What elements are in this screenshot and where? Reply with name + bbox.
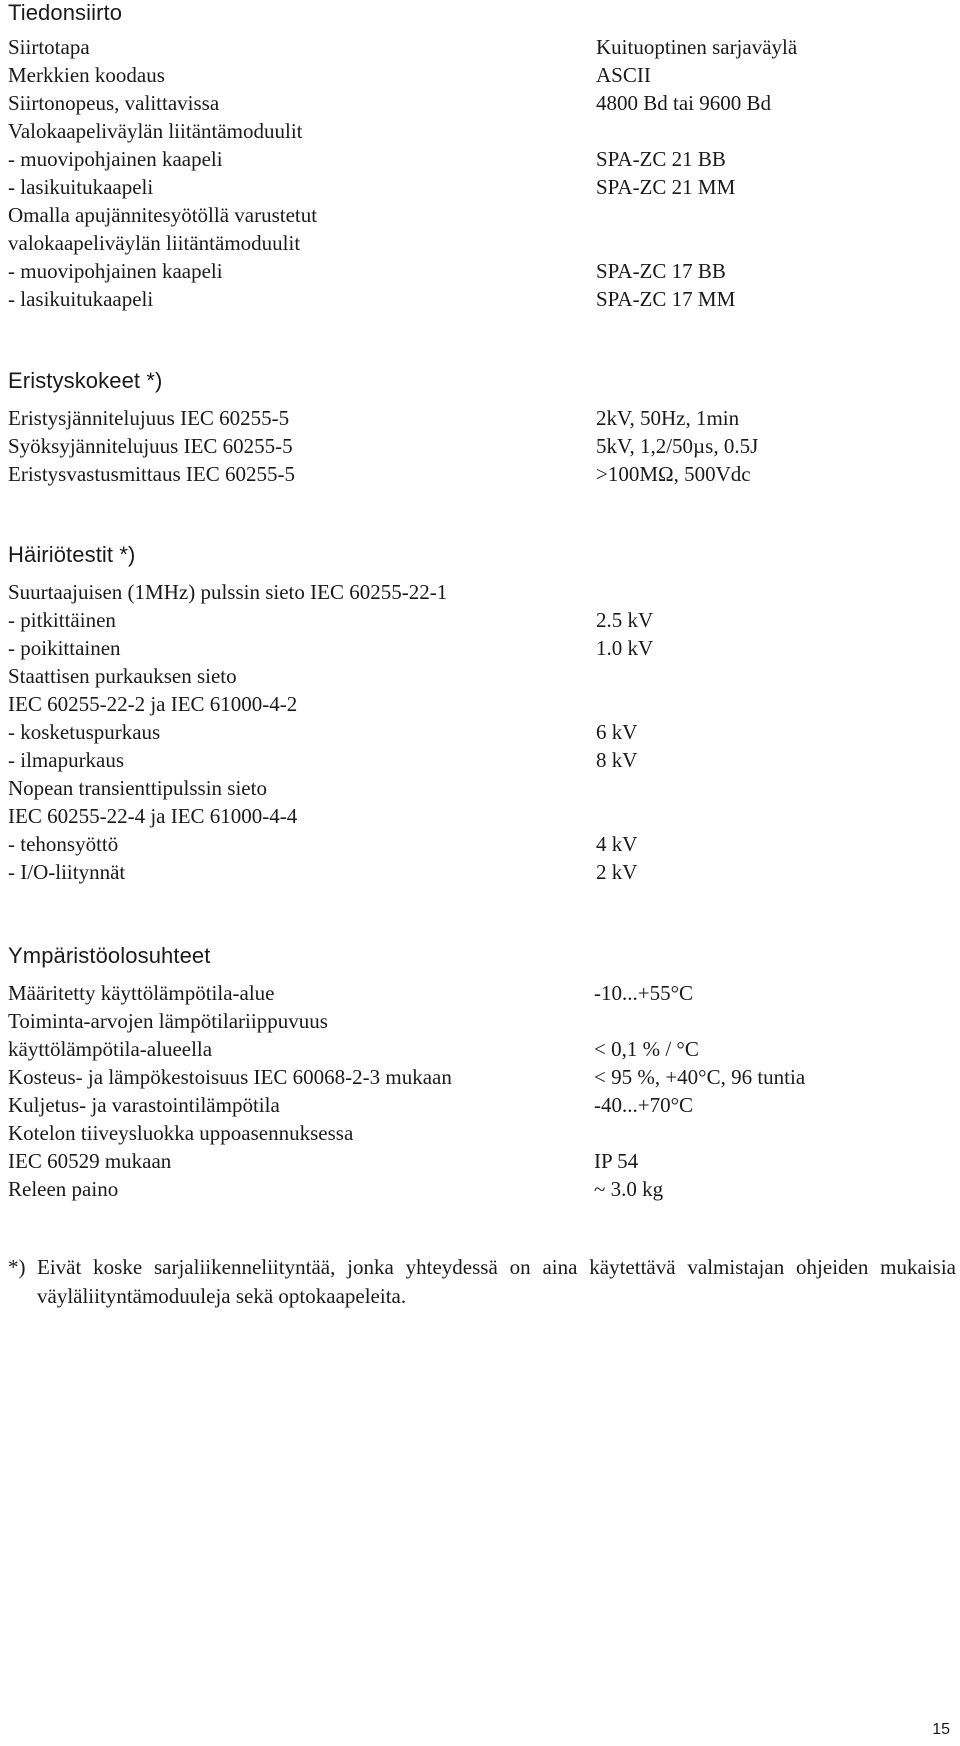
spec-label: Siirtonopeus, valittavissa (8, 91, 220, 115)
footnote-marker: *) (8, 1255, 26, 1279)
spec-value: Kuituoptinen sarjaväylä (596, 35, 798, 59)
spec-value: 2kV, 50Hz, 1min (596, 406, 740, 430)
spec-row (8, 432, 952, 460)
spec-row (8, 1175, 952, 1203)
section-data-transfer (8, 0, 952, 313)
spec-row (8, 979, 952, 1007)
spec-label: Kuljetus- ja varastointilämpötila (8, 1093, 280, 1117)
spec-row (8, 1091, 952, 1119)
spec-label: Suurtaajuisen (1MHz) pulssin sieto IEC 60255-22-1 (8, 580, 448, 604)
spec-label: Määritetty käyttölämpötila-alue (8, 981, 275, 1005)
spec-row (8, 802, 952, 830)
spec-row (8, 33, 952, 61)
spec-row (8, 662, 952, 690)
spec-label: - lasikuitukaapeli (8, 175, 154, 199)
spec-label: - lasikuitukaapeli (8, 287, 154, 311)
spec-row (8, 460, 952, 488)
spec-label: - pitkittäinen (8, 608, 116, 632)
spec-label: Staattisen purkauksen sieto (8, 664, 237, 688)
footnote (8, 1253, 956, 1311)
spec-row (8, 201, 952, 229)
spec-label: IEC 60255-22-2 ja IEC 61000-4-2 (8, 692, 298, 716)
spec-label: Eristysvastusmittaus IEC 60255-5 (8, 462, 295, 486)
spec-value: IP 54 (594, 1149, 639, 1173)
spec-label: Siirtotapa (8, 35, 90, 59)
spec-value: -10...+55°C (594, 981, 693, 1005)
spec-row (8, 89, 952, 117)
section-heading: Tiedonsiirto (8, 0, 123, 25)
spec-value: 6 kV (596, 720, 638, 744)
spec-label: Kotelon tiiveysluokka uppoasennuksessa (8, 1121, 354, 1145)
spec-row (8, 1035, 952, 1063)
spec-row (8, 746, 952, 774)
spec-value: SPA-ZC 17 MM (596, 287, 736, 311)
spec-label: Valokaapeliväylän liitäntämoduulit (8, 119, 303, 143)
spec-label: Kosteus- ja lämpökestoisuus IEC 60068-2-3 mukaan (8, 1065, 452, 1089)
spec-label: - muovipohjainen kaapeli (8, 147, 223, 171)
spec-value: 1.0 kV (596, 636, 654, 660)
section-heading: Häiriötestit *) (8, 542, 136, 567)
spec-row (8, 117, 952, 145)
spec-label: IEC 60255-22-4 ja IEC 61000-4-4 (8, 804, 298, 828)
spec-row (8, 830, 952, 858)
spec-list (8, 404, 952, 488)
spec-value: SPA-ZC 21 MM (596, 175, 736, 199)
spec-label: Syöksyjännitelujuus IEC 60255-5 (8, 434, 293, 458)
spec-row (8, 858, 952, 886)
spec-row (8, 606, 952, 634)
spec-label: Merkkien koodaus (8, 63, 165, 87)
spec-row (8, 404, 952, 432)
section-interference-tests (8, 542, 952, 886)
section-environment (8, 943, 952, 1203)
spec-value: < 95 %, +40°C, 96 tuntia (594, 1065, 806, 1089)
spec-row (8, 578, 952, 606)
spec-label: Eristysjännitelujuus IEC 60255-5 (8, 406, 290, 430)
spec-label: - ilmapurkaus (8, 748, 125, 772)
spec-row (8, 1119, 952, 1147)
spec-label: valokaapeliväylän liitäntämoduulit (8, 231, 301, 255)
spec-value: 2 kV (596, 860, 638, 884)
section-heading: Eristyskokeet *) (8, 368, 163, 393)
spec-row (8, 1063, 952, 1091)
section-insulation-tests (8, 368, 952, 488)
spec-value: >100MΩ, 500Vdc (596, 462, 751, 486)
spec-value: 2.5 kV (596, 608, 654, 632)
spec-value: 8 kV (596, 748, 638, 772)
spec-row (8, 1147, 952, 1175)
spec-label: Releen paino (8, 1177, 119, 1201)
spec-label: käyttölämpötila-alueella (8, 1037, 213, 1061)
spec-value: ~ 3.0 kg (594, 1177, 664, 1201)
spec-label: - poikittainen (8, 636, 121, 660)
spec-label: Nopean transienttipulssin sieto (8, 776, 267, 800)
spec-row (8, 61, 952, 89)
spec-value: SPA-ZC 17 BB (596, 259, 726, 283)
spec-value: SPA-ZC 21 BB (596, 147, 726, 171)
spec-label: - muovipohjainen kaapeli (8, 259, 223, 283)
spec-row (8, 718, 952, 746)
section-heading: Ympäristöolosuhteet (8, 943, 211, 968)
spec-list (8, 33, 952, 313)
spec-row (8, 634, 952, 662)
page-number: 15 (932, 1721, 950, 1738)
spec-list (8, 979, 952, 1203)
spec-value: 4 kV (596, 832, 638, 856)
spec-label: - I/O-liitynnät (8, 860, 126, 884)
spec-row (8, 257, 952, 285)
spec-value: < 0,1 % / °C (594, 1037, 699, 1061)
spec-row (8, 690, 952, 718)
spec-label: IEC 60529 mukaan (8, 1149, 172, 1173)
spec-row (8, 774, 952, 802)
spec-row (8, 145, 952, 173)
spec-label: Toiminta-arvojen lämpötilariippuvuus (8, 1009, 328, 1033)
spec-value: -40...+70°C (594, 1093, 693, 1117)
spec-row (8, 173, 952, 201)
footnote-text: Eivät koske sarjaliikenneliityntää, jonka yhteydessä on aina käytettävä valmistajan ohjeiden mukaisia väyläliityntämoduuleja sekä optokaapeleita. (37, 1255, 956, 1308)
spec-label: - tehonsyöttö (8, 832, 119, 856)
spec-value: 4800 Bd tai 9600 Bd (596, 91, 772, 115)
spec-row (8, 1007, 952, 1035)
spec-label: - kosketuspurkaus (8, 720, 161, 744)
spec-list (8, 578, 952, 886)
spec-row (8, 285, 952, 313)
spec-row (8, 229, 952, 257)
spec-label: Omalla apujännitesyötöllä varustetut (8, 203, 318, 227)
spec-value: ASCII (596, 63, 651, 87)
spec-value: 5kV, 1,2/50µs, 0.5J (596, 434, 759, 458)
